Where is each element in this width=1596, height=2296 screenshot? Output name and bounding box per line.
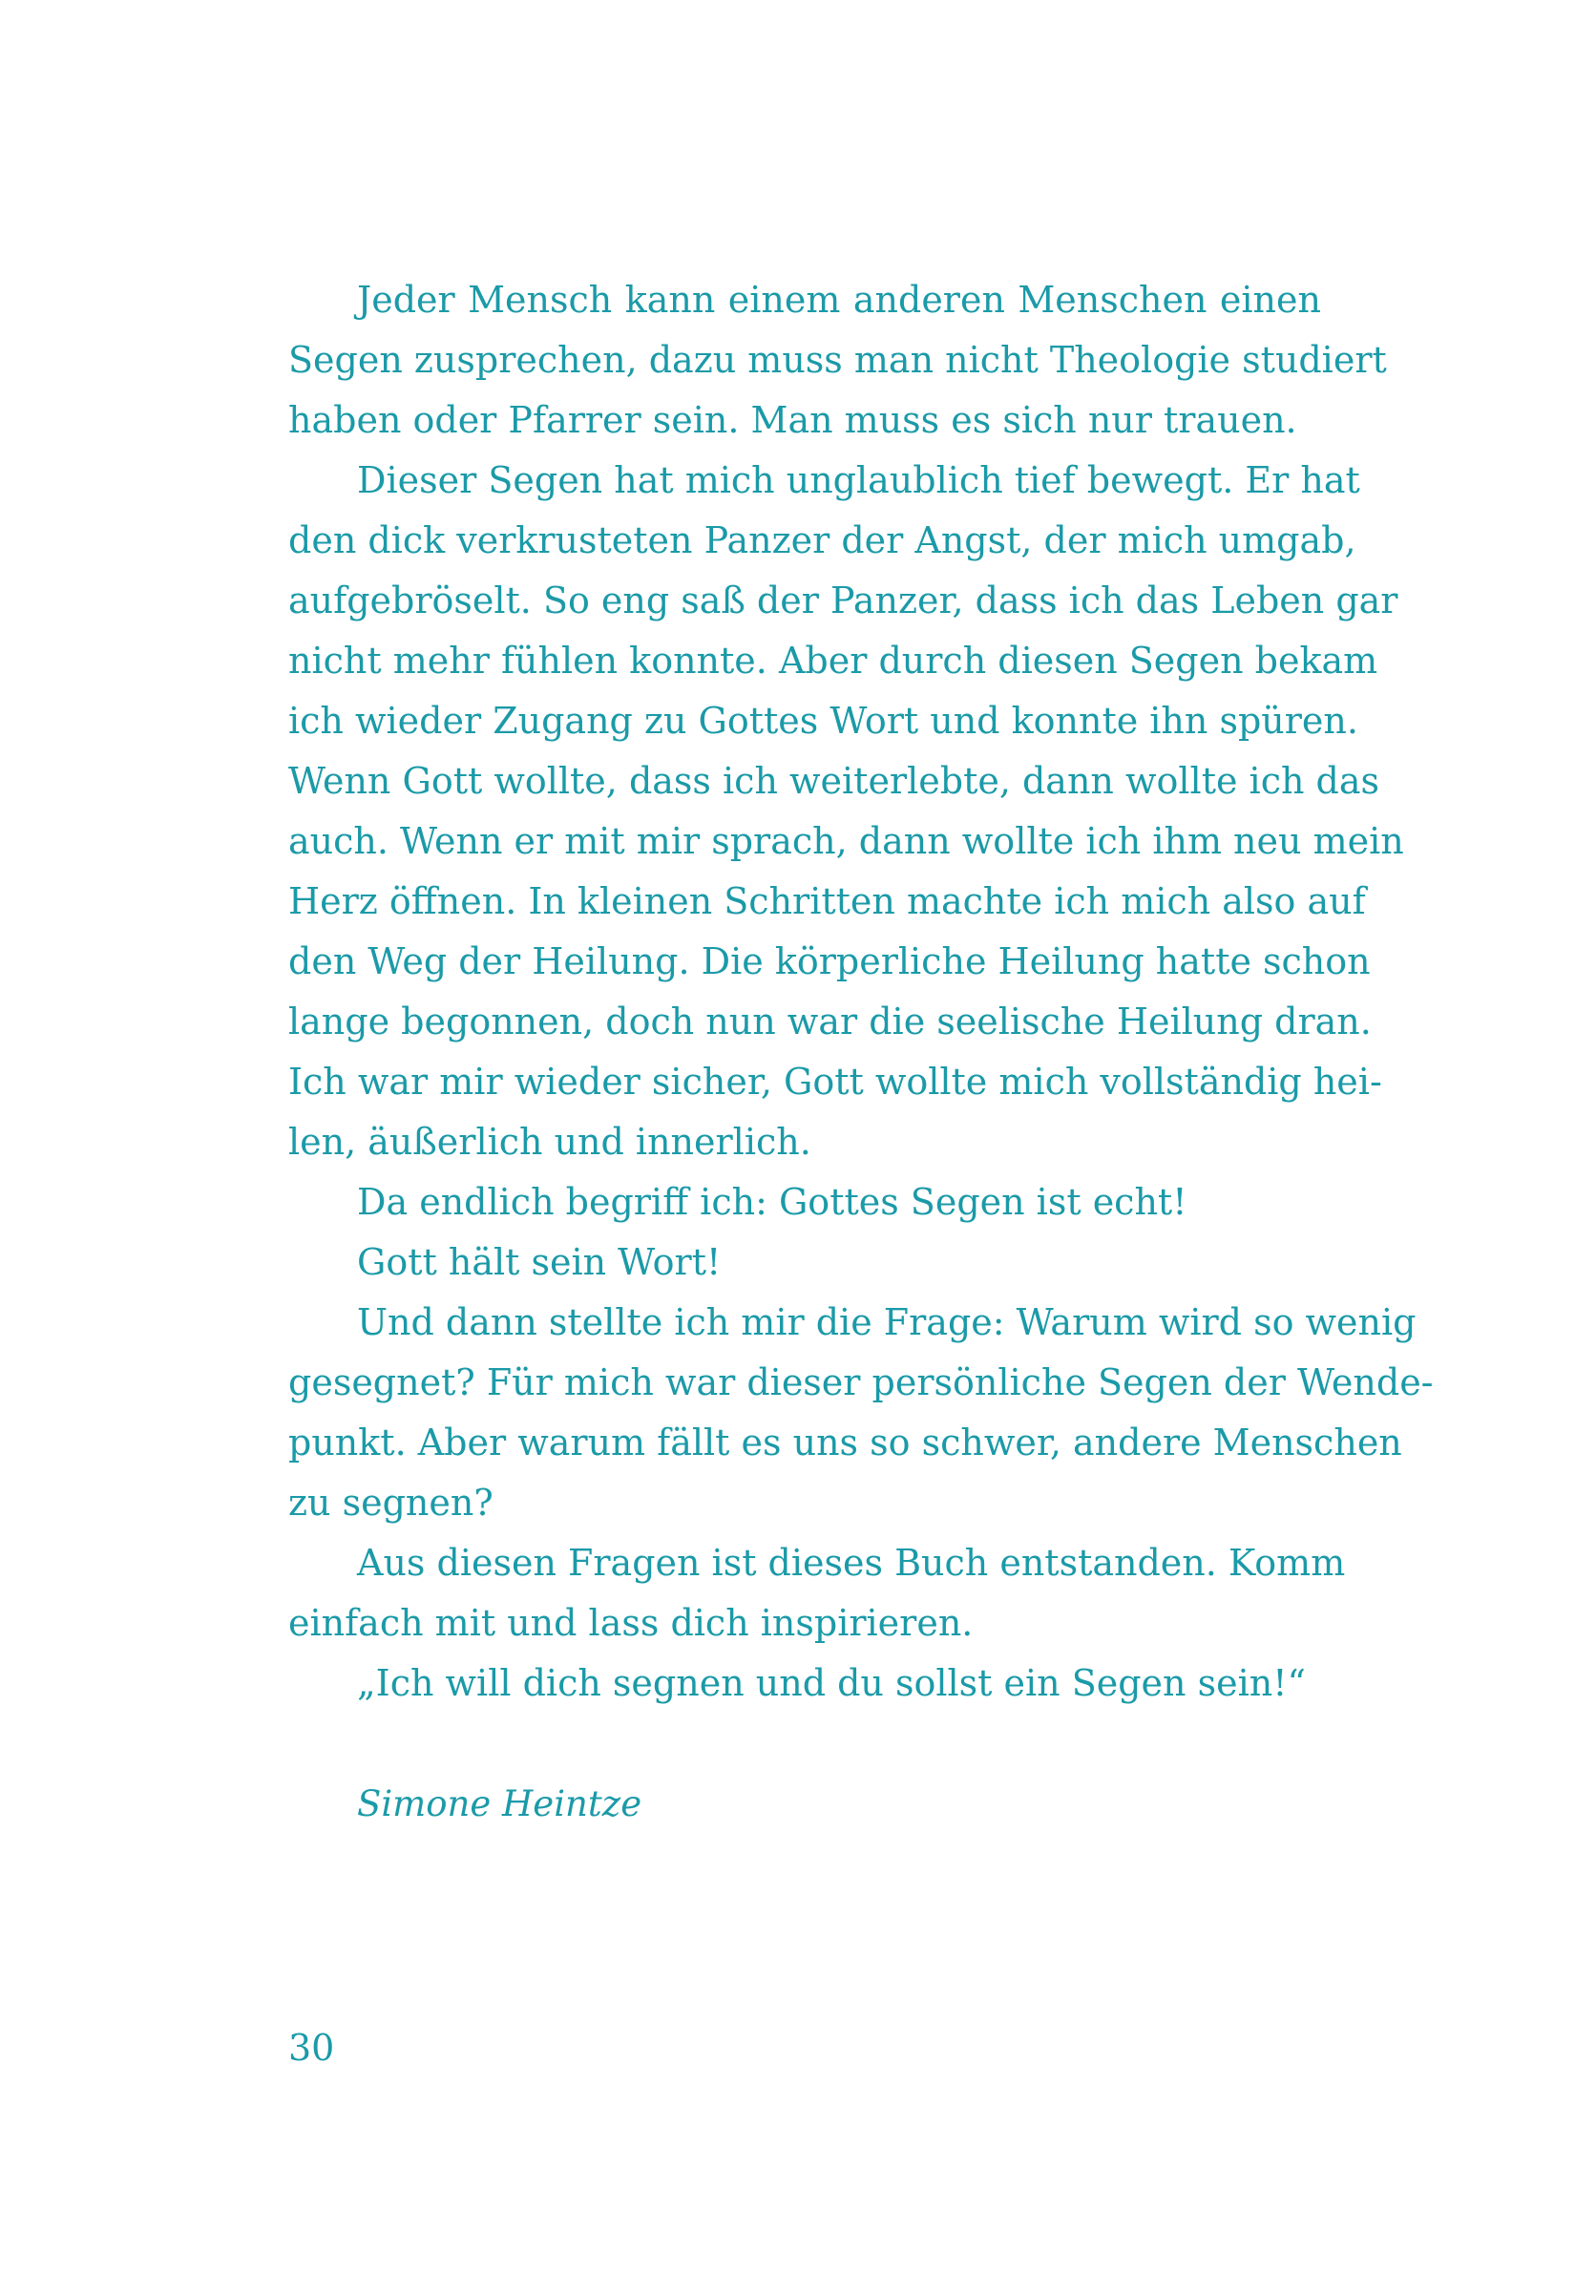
text-line: Gott hält sein Wort!	[357, 1241, 722, 1283]
text-line: Jeder Mensch kann einem anderen Menschen einen	[357, 279, 1321, 321]
text-line: lange begonnen, doch nun war die seelische Heilung dran.	[288, 1001, 1372, 1043]
text-line: punkt. Aber warum fällt es uns so schwer, andere Menschen	[288, 1422, 1402, 1464]
page-number: 30	[288, 2027, 335, 2069]
text-line: einfach mit und lass dich inspirieren.	[288, 1602, 974, 1644]
text-line: aufgebröselt. So eng saß der Panzer, dass ich das Leben gar	[288, 579, 1398, 621]
text-line: Aus diesen Fragen ist dieses Buch entstanden. Komm	[357, 1542, 1346, 1584]
text-line: Und dann stellte ich mir die Frage: Warum wird so wenig	[357, 1301, 1417, 1343]
text-line: gesegnet? Für mich war dieser persönliche Segen der Wende-	[288, 1361, 1434, 1403]
text-line: den Weg der Heilung. Die körperliche Heilung hatte schon	[288, 940, 1371, 982]
text-line: haben oder Pfarrer sein. Man muss es sich nur trauen.	[288, 399, 1297, 441]
text-line: Da endlich begriff ich: Gottes Segen ist echt!	[357, 1181, 1187, 1223]
text-line: den dick verkrusteten Panzer der Angst, der mich umgab,	[288, 519, 1356, 561]
text-line: Segen zusprechen, dazu muss man nicht Theologie studiert	[288, 339, 1387, 381]
text-line: Wenn Gott wollte, dass ich weiterlebte, dann wollte ich das	[288, 760, 1380, 802]
text-line: Herz öffnen. In kleinen Schritten machte ich mich also auf	[288, 880, 1366, 922]
text-line: ich wieder Zugang zu Gottes Wort und konnte ihn spüren.	[288, 700, 1358, 742]
text-line: nicht mehr fühlen konnte. Aber durch diesen Segen bekam	[288, 640, 1378, 682]
text-line: Ich war mir wieder sicher, Gott wollte mich vollständig hei-	[288, 1061, 1382, 1103]
text-line: „Ich will dich segnen und du sollst ein Segen sein!“	[357, 1662, 1306, 1704]
body-text	[288, 270, 1434, 1714]
author-signature: Simone Heintze	[357, 1783, 642, 1824]
text-line: Dieser Segen hat mich unglaublich tief bewegt. Er hat	[357, 459, 1360, 501]
text-line: len, äußerlich und innerlich.	[288, 1121, 811, 1163]
text-line: auch. Wenn er mit mir sprach, dann wollte ich ihm neu mein	[288, 820, 1404, 862]
text-line: zu segnen?	[288, 1482, 494, 1524]
